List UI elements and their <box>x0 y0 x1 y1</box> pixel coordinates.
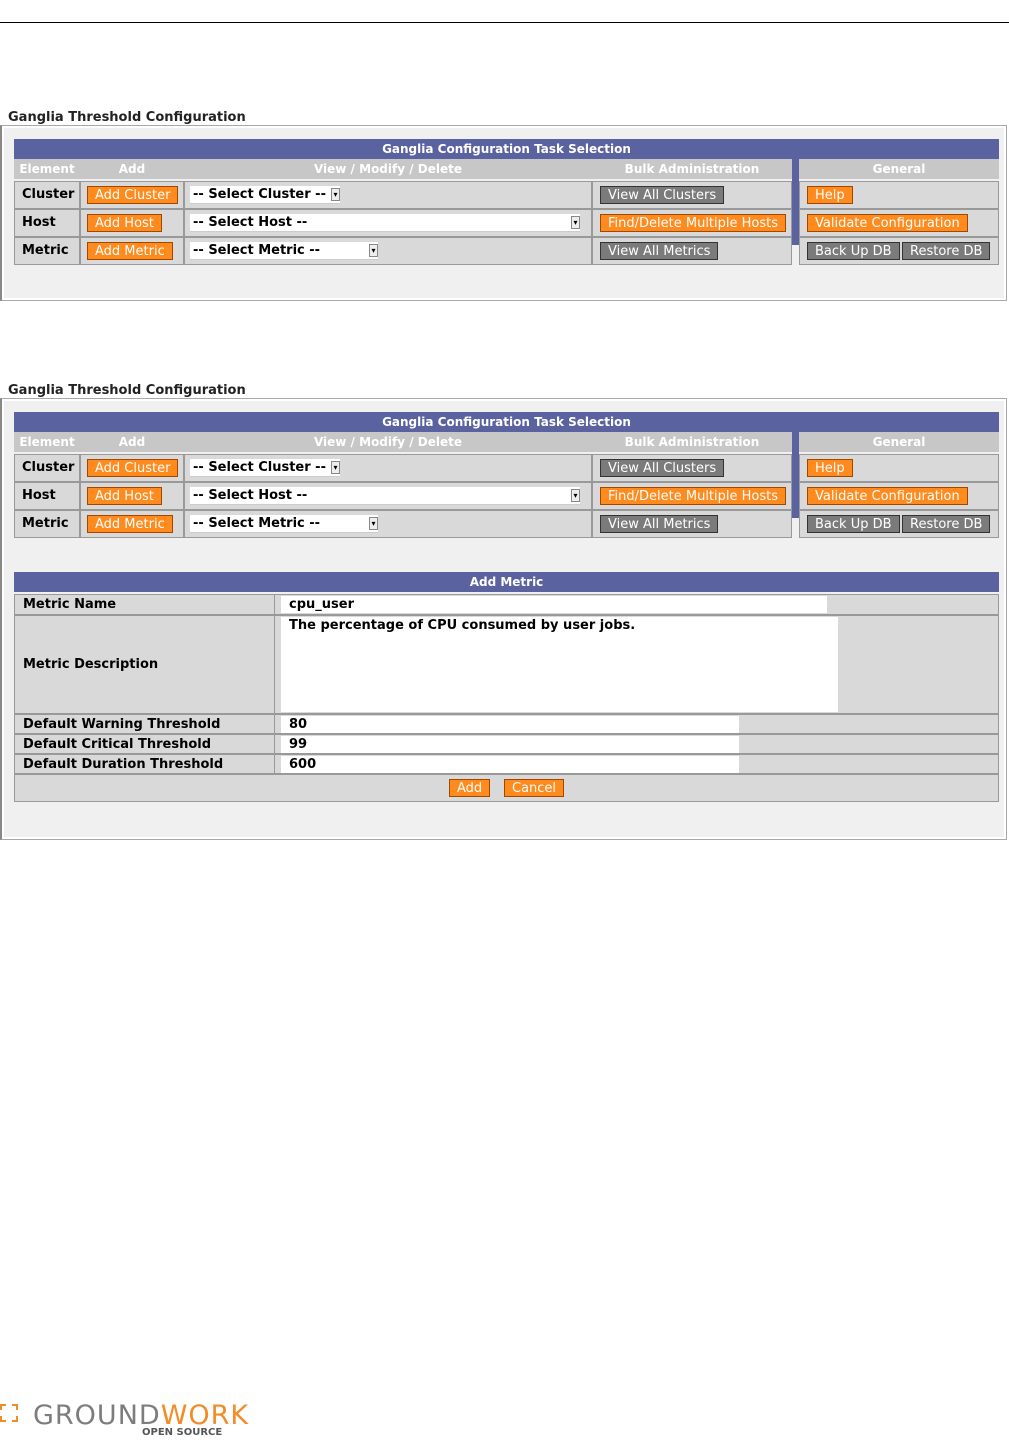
warning-threshold-row <box>14 714 999 734</box>
task-table-title: Ganglia Configuration Task Selection <box>14 412 999 432</box>
back-up-db-button[interactable]: Back Up DB <box>807 242 900 260</box>
add-button[interactable]: Add <box>449 779 490 797</box>
col-header-bulk: Bulk Administration <box>592 159 792 179</box>
duration-threshold-row <box>14 754 999 774</box>
logo-work: WORK <box>160 1400 250 1431</box>
task-table-title: Ganglia Configuration Task Selection <box>14 139 999 159</box>
restore-db-button[interactable]: Restore DB <box>902 515 990 533</box>
view-all-metrics-button[interactable]: View All Metrics <box>600 242 718 260</box>
col-header-view: View / Modify / Delete <box>184 432 592 452</box>
col-header-view: View / Modify / Delete <box>184 159 592 179</box>
find-delete-hosts-button[interactable]: Find/Delete Multiple Hosts <box>600 487 786 505</box>
row-label-metric: Metric <box>14 237 80 265</box>
field-divider <box>274 755 275 773</box>
dropdown-arrow-icon: ▾ <box>369 244 378 257</box>
metric-description-row <box>14 615 999 714</box>
field-divider <box>274 595 275 614</box>
logo-subtitle: OPEN SOURCE <box>142 1427 223 1438</box>
logo-ground: GROUND <box>33 1400 161 1431</box>
dropdown-arrow-icon: ▾ <box>571 489 580 502</box>
metric-name-row <box>14 594 999 615</box>
duration-threshold-input[interactable]: 600 <box>281 756 739 773</box>
back-up-db-button[interactable]: Back Up DB <box>807 515 900 533</box>
view-all-metrics-button[interactable]: View All Metrics <box>600 515 718 533</box>
critical-threshold-row <box>14 734 999 754</box>
select-metric-value: -- Select Metric -- <box>193 243 321 258</box>
panel-title: Ganglia Threshold Configuration <box>8 383 246 398</box>
select-metric-dropdown[interactable] <box>190 515 378 533</box>
help-button[interactable]: Help <box>807 459 853 477</box>
col-header-bulk: Bulk Administration <box>592 432 792 452</box>
row-label-cluster: Cluster <box>14 181 80 209</box>
add-cluster-button[interactable]: Add Cluster <box>87 186 178 204</box>
restore-db-button[interactable]: Restore DB <box>902 242 990 260</box>
dropdown-arrow-icon: ▾ <box>331 188 340 201</box>
add-host-button[interactable]: Add Host <box>87 214 162 232</box>
select-cluster-value: -- Select Cluster -- <box>193 187 326 202</box>
col-header-general: General <box>799 432 999 452</box>
col-header-add: Add <box>80 159 184 179</box>
field-divider <box>274 616 275 713</box>
add-host-button[interactable]: Add Host <box>87 487 162 505</box>
select-metric-value: -- Select Metric -- <box>193 516 321 531</box>
view-all-clusters-button[interactable]: View All Clusters <box>600 459 724 477</box>
row-label-host: Host <box>14 482 80 510</box>
panel-title: Ganglia Threshold Configuration <box>8 110 246 125</box>
select-host-value: -- Select Host -- <box>193 215 308 230</box>
column-separator <box>792 159 799 245</box>
col-header-add: Add <box>80 432 184 452</box>
metric-name-input[interactable]: cpu_user <box>281 596 827 613</box>
warning-threshold-input[interactable]: 80 <box>281 716 739 733</box>
column-separator <box>792 432 799 518</box>
validate-configuration-button[interactable]: Validate Configuration <box>807 487 968 505</box>
select-cluster-dropdown[interactable] <box>190 459 340 477</box>
cancel-button[interactable]: Cancel <box>504 779 564 797</box>
select-cluster-dropdown[interactable] <box>190 186 340 204</box>
metric-description-textarea[interactable]: The percentage of CPU consumed by user jobs. <box>281 617 838 712</box>
dropdown-arrow-icon: ▾ <box>331 461 340 474</box>
validate-configuration-button[interactable]: Validate Configuration <box>807 214 968 232</box>
critical-threshold-input[interactable]: 99 <box>281 736 739 753</box>
dropdown-arrow-icon: ▾ <box>571 216 580 229</box>
metric-name-label: Metric Name <box>23 597 117 612</box>
add-metric-title: Add Metric <box>14 572 999 592</box>
select-host-dropdown[interactable] <box>190 214 580 232</box>
find-delete-hosts-button[interactable]: Find/Delete Multiple Hosts <box>600 214 786 232</box>
select-metric-dropdown[interactable] <box>190 242 378 260</box>
warning-threshold-label: Default Warning Threshold <box>23 717 221 732</box>
top-rule <box>0 22 1009 23</box>
dropdown-arrow-icon: ▾ <box>369 517 378 530</box>
add-metric-button[interactable]: Add Metric <box>87 242 173 260</box>
row-label-metric: Metric <box>14 510 80 538</box>
add-cluster-button[interactable]: Add Cluster <box>87 459 178 477</box>
row-label-cluster: Cluster <box>14 454 80 482</box>
duration-threshold-label: Default Duration Threshold <box>23 757 224 772</box>
select-cluster-value: -- Select Cluster -- <box>193 460 326 475</box>
groundwork-mark-icon <box>0 1404 18 1422</box>
col-header-element: Element <box>14 159 80 179</box>
critical-threshold-label: Default Critical Threshold <box>23 737 212 752</box>
add-metric-button[interactable]: Add Metric <box>87 515 173 533</box>
view-all-clusters-button[interactable]: View All Clusters <box>600 186 724 204</box>
row-label-host: Host <box>14 209 80 237</box>
select-host-dropdown[interactable] <box>190 487 580 505</box>
help-button[interactable]: Help <box>807 186 853 204</box>
field-divider <box>274 715 275 733</box>
metric-description-label: Metric Description <box>23 657 159 672</box>
field-divider <box>274 735 275 753</box>
col-header-general: General <box>799 159 999 179</box>
form-actions-row <box>14 774 999 802</box>
col-header-element: Element <box>14 432 80 452</box>
select-host-value: -- Select Host -- <box>193 488 308 503</box>
